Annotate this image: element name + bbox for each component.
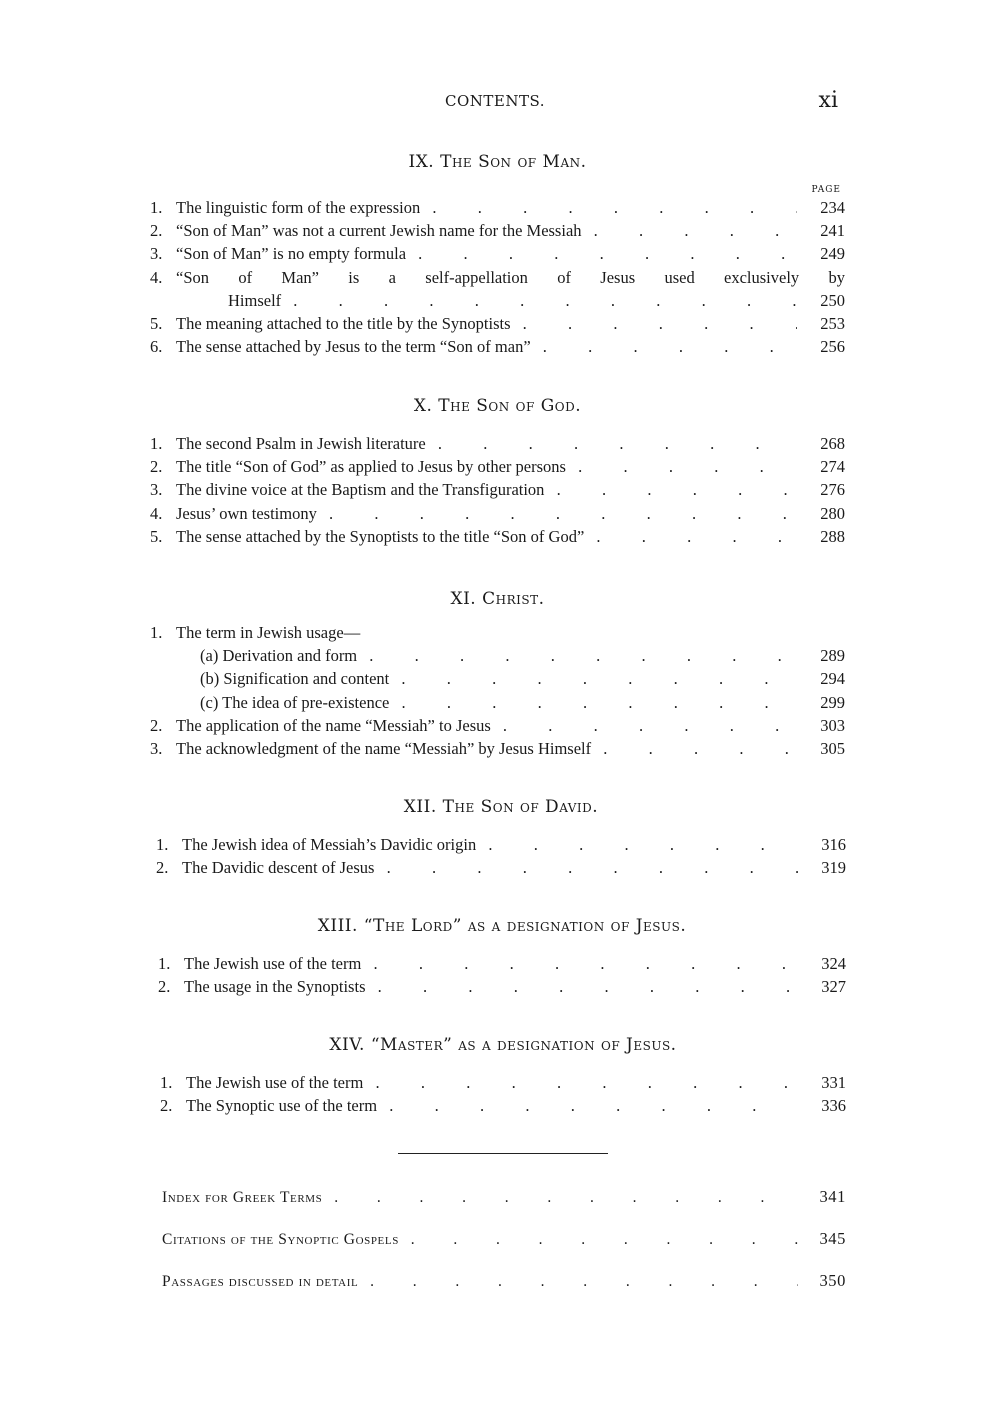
entry-page: 299 — [820, 692, 845, 712]
entry-title: The Jewish use of the term — [186, 1073, 364, 1092]
section-heading: IX. The Son of Man. — [408, 152, 587, 172]
entry-page: 289 — [820, 646, 845, 666]
entry-title: The second Psalm in Jewish literature — [176, 434, 426, 453]
entry-title: (a) Derivation and form — [200, 646, 358, 666]
page-folio: xi — [818, 88, 838, 113]
toc-entry-passages[interactable] — [162, 1260, 846, 1302]
toc-entry[interactable]: 2. The usage in the Synoptists . 327 — [158, 975, 846, 998]
entry-page: 250 — [820, 290, 845, 310]
toc-entry[interactable]: 1. The second Psalm in Jewish literature . 268 — [150, 432, 845, 455]
section-divider — [398, 1153, 608, 1154]
toc-entry-citations[interactable] — [162, 1218, 846, 1260]
entry-title: (c) The idea of pre-existence — [200, 692, 390, 712]
running-head — [0, 88, 1000, 116]
section-xiii — [158, 914, 846, 998]
entry-title: “Son of Man” was not a current Jewish name for the Messiah — [176, 221, 582, 241]
toc-entry-index[interactable] — [162, 1176, 846, 1218]
entry-title: The sense attached by the Synoptists to the title “Son of God” — [176, 526, 585, 546]
entry-page: 256 — [820, 337, 845, 357]
toc-entry[interactable]: 2. The Davidic descent of Jesus . 319 — [156, 856, 846, 879]
entry-title: The meaning attached to the title by the Synoptists — [176, 313, 511, 333]
entry-title: The linguistic form of the expression — [176, 198, 421, 217]
section-heading: X. The Son of God. — [413, 396, 582, 416]
back-matter — [162, 1176, 846, 1302]
entry-page: 350 — [819, 1271, 846, 1290]
entry-title: The sense attached by Jesus to the term “Son of man” — [176, 337, 531, 357]
toc-entry[interactable]: 5. The sense attached by the Synoptists to the title “Son of God” . 288 — [150, 525, 845, 548]
toc-entry[interactable]: 3. “Son of Man” is no empty formula . 249 — [150, 242, 845, 265]
section-ix — [150, 150, 845, 358]
entry-title: The Jewish use of the term — [184, 954, 362, 973]
entry-title: (b) Signification and content — [200, 669, 390, 689]
toc-entry[interactable]: 4. “Son of Man” is a self-appellation of Jesus used exclusively by — [150, 266, 845, 289]
entry-title: The acknowledgment of the name “Messiah” by Jesus Himself — [176, 738, 592, 758]
entry-title: The usage in the Synoptists — [184, 977, 366, 997]
toc-entry[interactable]: 6. The sense attached by Jesus to the term “Son of man” . 256 — [150, 335, 845, 358]
entry-page: 241 — [820, 221, 845, 241]
toc-entry[interactable]: 1. The Jewish use of the term . 331 — [160, 1071, 846, 1094]
section-heading: XIV. “Master” as a designation of Jesus. — [329, 1035, 677, 1055]
toc-subentry[interactable] — [150, 644, 845, 667]
section-xi — [150, 587, 845, 760]
section-x — [150, 394, 845, 548]
entry-page: 253 — [820, 313, 845, 333]
section-heading: XIII. “The Lord” as a designation of Jesus. — [317, 916, 687, 936]
toc-entry[interactable]: 1. The Jewish use of the term . 324 — [158, 952, 846, 975]
toc-entry[interactable]: 2. “Son of Man” was not a current Jewish name for the Messiah . 241 — [150, 219, 845, 242]
toc-entry[interactable]: 5. The meaning attached to the title by the Synoptists . 253 — [150, 312, 845, 335]
entry-title: Citations of the Synoptic Gospels — [162, 1231, 399, 1248]
entry-title: “Son of Man” is no empty formula — [176, 244, 407, 264]
entry-title: The divine voice at the Baptism and the Transfiguration — [176, 480, 545, 500]
entry-page: 294 — [820, 669, 845, 689]
entry-page: 345 — [819, 1229, 846, 1248]
toc-entry[interactable]: 4. Jesus’ own testimony . 280 — [150, 502, 845, 525]
toc-subentry[interactable] — [150, 691, 845, 714]
toc-entry[interactable]: 2. The title “Son of God” as applied to Jesus by other persons . 274 — [150, 455, 845, 478]
section-xii — [156, 795, 846, 879]
entry-page: 276 — [820, 480, 845, 500]
section-heading: XI. Christ. — [450, 589, 545, 609]
entry-title: Jesus’ own testimony — [176, 503, 317, 523]
entry-title: Passages discussed in detail — [162, 1273, 359, 1290]
entry-page: 319 — [821, 858, 846, 878]
section-xiv — [160, 1033, 846, 1117]
entry-page: 288 — [820, 526, 845, 546]
entry-title-continuation: Himself — [228, 290, 282, 310]
toc-subentry[interactable] — [150, 667, 845, 690]
toc-entry[interactable]: 3. The divine voice at the Baptism and the Transfiguration . 276 — [150, 478, 845, 501]
toc-entry-continuation[interactable] — [150, 289, 845, 312]
entry-page: 303 — [820, 715, 845, 735]
page-column-label: PAGE — [811, 185, 841, 195]
entry-page: 274 — [820, 457, 845, 477]
toc-entry[interactable]: 2. The Synoptic use of the term . 336 — [160, 1094, 846, 1117]
entry-title: Index for Greek Terms — [162, 1189, 323, 1206]
entry-title: The term in Jewish usage— — [176, 623, 361, 642]
entry-page: 249 — [820, 244, 845, 264]
entry-title: “Son of Man” is a self-appellation of Jesus used exclusively by — [176, 267, 845, 287]
entry-page: 280 — [820, 503, 845, 523]
entry-page: 234 — [820, 198, 845, 217]
section-heading: XII. The Son of David. — [403, 797, 599, 817]
entry-title: The Synoptic use of the term — [186, 1096, 378, 1116]
entry-page: 324 — [821, 954, 846, 973]
toc-entry[interactable]: 3. The acknowledgment of the name “Messiah” by Jesus Himself . 305 — [150, 737, 845, 760]
running-head-title: CONTENTS. — [445, 92, 545, 110]
entry-page: 336 — [821, 1096, 846, 1116]
toc-entry[interactable]: 1. The term in Jewish usage— — [150, 621, 845, 644]
entry-page: 327 — [821, 977, 846, 997]
toc-entry[interactable]: 2. The application of the name “Messiah” to Jesus . 303 — [150, 714, 845, 737]
entry-title: The title “Son of God” as applied to Jesus by other persons — [176, 457, 566, 477]
entry-page: 331 — [821, 1073, 846, 1092]
entry-page: 305 — [820, 738, 845, 758]
entry-title: The Davidic descent of Jesus — [182, 858, 375, 878]
toc-entry[interactable]: 1. The linguistic form of the expression . 234 — [150, 196, 845, 219]
entry-page: 341 — [819, 1187, 846, 1206]
entry-title: The application of the name “Messiah” to Jesus — [176, 715, 491, 735]
entry-page: 268 — [820, 434, 845, 453]
entry-title: The Jewish idea of Messiah’s Davidic origin — [182, 835, 477, 854]
toc-entry[interactable]: 1. The Jewish idea of Messiah’s Davidic origin . 316 — [156, 833, 846, 856]
entry-page: 316 — [821, 835, 846, 854]
